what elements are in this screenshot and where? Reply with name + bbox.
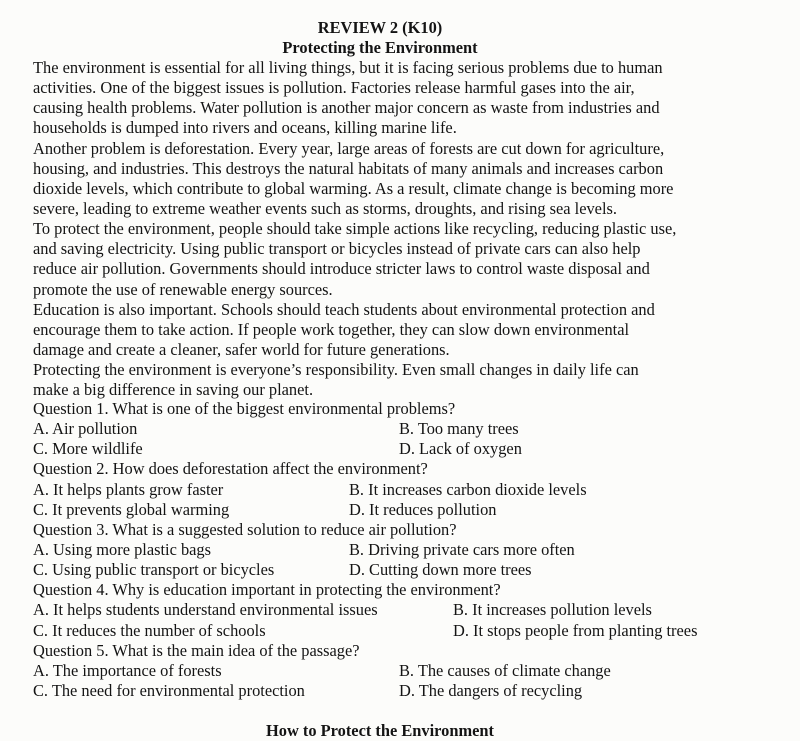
question-item bbox=[33, 580, 773, 640]
passage-line: To protect the environment, people should take simple actions like recycling, reducing plastic use, bbox=[33, 219, 677, 239]
passage-line: and saving electricity. Using public transport or bicycles instead of private cars can also help bbox=[33, 239, 641, 259]
question-item bbox=[33, 399, 773, 459]
option-a: A. The importance of forests bbox=[33, 660, 222, 680]
option-d: D. Lack of oxygen bbox=[399, 439, 522, 459]
passage-title: Protecting the Environment bbox=[282, 38, 478, 57]
question-item bbox=[33, 459, 773, 519]
passage-line: encourage them to take action. If people work together, they can slow down environmental bbox=[33, 319, 630, 339]
passage-line: Education is also important. Schools should teach students about environmental protection and bbox=[33, 299, 655, 319]
reading-passage bbox=[33, 58, 773, 400]
option-c: C. The need for environmental protection bbox=[33, 681, 305, 701]
passage-line: households is dumped into rivers and oceans, killing marine life. bbox=[33, 118, 457, 138]
answer-options bbox=[33, 419, 773, 459]
passage-line: make a big difference in saving our planet. bbox=[33, 380, 314, 400]
question-list bbox=[33, 399, 773, 701]
option-d: D. It reduces pollution bbox=[349, 499, 497, 519]
question-text: Question 2. How does deforestation affect the environment? bbox=[33, 459, 428, 479]
option-a: A. Using more plastic bags bbox=[33, 540, 211, 560]
passage-line: severe, leading to extreme weather events such as storms, droughts, and rising sea levels. bbox=[33, 198, 617, 218]
option-c: C. It prevents global warming bbox=[33, 499, 230, 519]
next-section-title: How to Protect the Environment bbox=[266, 721, 494, 740]
option-d: D. The dangers of recycling bbox=[399, 681, 583, 701]
question-item bbox=[33, 520, 773, 580]
option-d: D. Cutting down more trees bbox=[349, 560, 532, 580]
question-text: Question 4. Why is education important in protecting the environment? bbox=[33, 580, 501, 600]
option-b: B. Too many trees bbox=[399, 419, 519, 439]
passage-line: causing health problems. Water pollution is another major concern as waste from industries and bbox=[33, 98, 660, 118]
answer-options bbox=[33, 600, 773, 640]
passage-line: Protecting the environment is everyone’s responsibility. Even small changes in daily life can bbox=[33, 360, 639, 380]
review-title: REVIEW 2 (K10) bbox=[317, 18, 443, 37]
option-b: B. It increases carbon dioxide levels bbox=[349, 479, 587, 499]
option-a: A. It helps plants grow faster bbox=[33, 479, 224, 499]
option-a: A. It helps students understand environmental issues bbox=[33, 600, 378, 620]
passage-line: Another problem is deforestation. Every year, large areas of forests are cut down for agriculture, bbox=[33, 138, 665, 158]
option-d: D. It stops people from planting trees bbox=[453, 620, 698, 640]
option-b: B. The causes of climate change bbox=[399, 660, 611, 680]
question-text: Question 5. What is the main idea of the passage? bbox=[33, 640, 360, 660]
question-text: Question 1. What is one of the biggest environmental problems? bbox=[33, 399, 456, 418]
option-c: C. Using public transport or bicycles bbox=[33, 560, 275, 580]
answer-options bbox=[33, 480, 773, 520]
passage-line: housing, and industries. This destroys the natural habitats of many animals and increases carbon bbox=[33, 158, 664, 178]
passage-line: dioxide levels, which contribute to global warming. As a result, climate change is becoming more bbox=[33, 178, 674, 198]
option-c: C. It reduces the number of schools bbox=[33, 620, 266, 640]
answer-options bbox=[33, 661, 773, 701]
passage-line: promote the use of renewable energy sources. bbox=[33, 279, 333, 299]
passage-line: The environment is essential for all living things, but it is facing serious problems due to human bbox=[33, 58, 663, 77]
answer-options bbox=[33, 540, 773, 580]
option-b: B. It increases pollution levels bbox=[453, 600, 652, 620]
question-item bbox=[33, 641, 773, 701]
question-text: Question 3. What is a suggested solution to reduce air pollution? bbox=[33, 519, 457, 539]
option-a: A. Air pollution bbox=[33, 419, 138, 439]
passage-line: activities. One of the biggest issues is pollution. Factories release harmful gases into the air, bbox=[33, 78, 635, 98]
option-c: C. More wildlife bbox=[33, 439, 143, 459]
option-b: B. Driving private cars more often bbox=[349, 540, 575, 560]
passage-line: damage and create a cleaner, safer world for future generations. bbox=[33, 339, 450, 359]
passage-line: reduce air pollution. Governments should introduce stricter laws to control waste disposal and bbox=[33, 259, 650, 279]
